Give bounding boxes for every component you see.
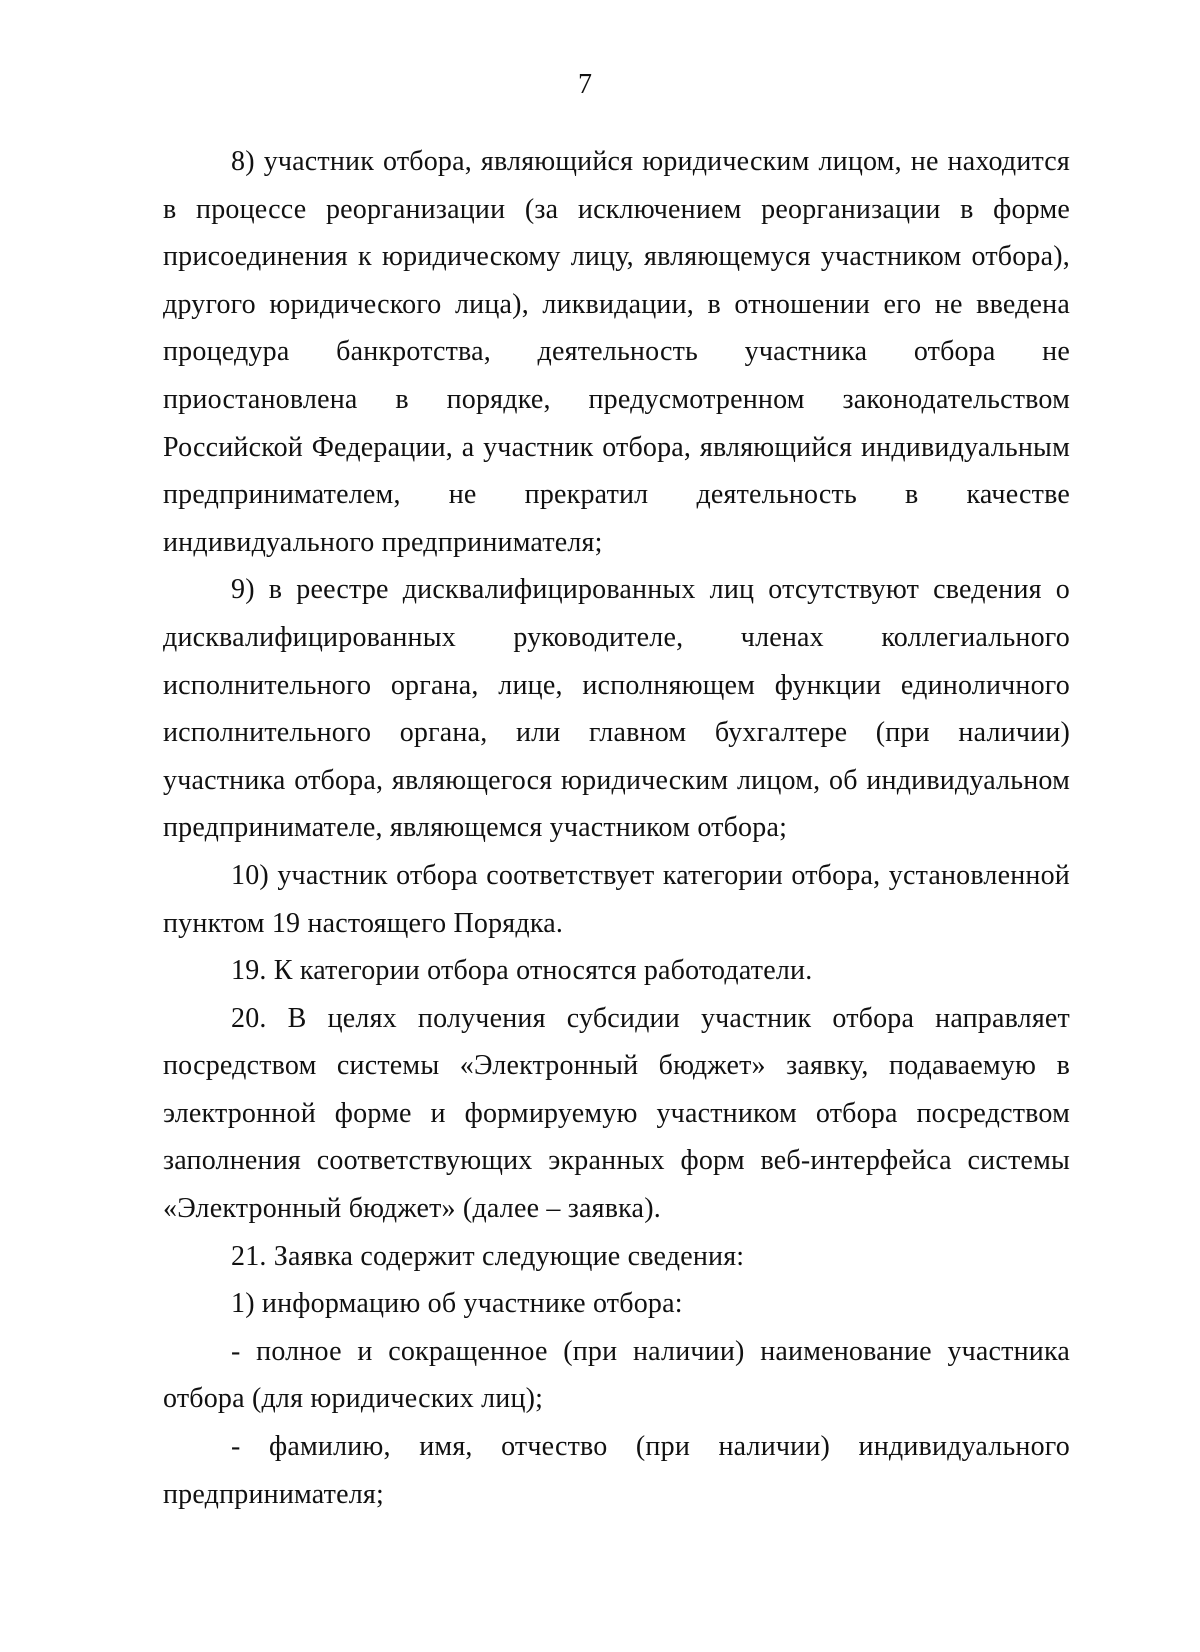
document-body — [163, 138, 1070, 1518]
paragraph-dash-entrepreneur-name: - фамилию, имя, отчество (при наличии) индивидуального предпринимателя; — [163, 1431, 1070, 1510]
paragraph-item-10: 10) участник отбора соответствует категории отбора, установленной пунктом 19 настоящего Порядка. — [163, 859, 1070, 939]
paragraph-clause-21: 21. Заявка содержит следующие сведения: — [231, 1240, 745, 1272]
paragraph-item-9: 9) в реестре дисквалифицированных лиц отсутствуют сведения о дисквалифицированных руководителе, членах коллегиального исполнительного органа, лице, исполняющем функции единоличного исполнительного органа, или главном бухгалтере (при наличии) участника отбора, являющегося юридическим лицом, об индивидуальном предпринимателе, являющемся участником отбора; — [163, 574, 1070, 844]
paragraph-dash-full-name: - полное и сокращенное (при наличии) наименование участника отбора (для юридических лиц); — [163, 1335, 1070, 1415]
paragraph-clause-20: 20. В целях получения субсидии участник отбора направляет посредством системы «Электронный бюджет» заявку, подаваемую в электронной форме и формируемую участником отбора посредством заполнения соответствующих экранных форм веб-интерфейса системы «Электронный бюджет» (далее – заявка). — [163, 1002, 1070, 1225]
paragraph-clause-19: 19. К категории отбора относятся работодатели. — [231, 955, 813, 987]
page-number: 7 — [578, 69, 592, 100]
paragraph-subitem-1: 1) информацию об участнике отбора: — [231, 1288, 683, 1320]
paragraph-item-8: 8) участник отбора, являющийся юридическим лицом, не находится в процессе реорганизации (за исключением реорганизации в форме присоединения к юридическому лицу, являющемуся участником отбора), другого юридического лица), ликвидации, в отношении его не введена процедура банкротства, деятельность участника отбора не приостановлена в порядке, предусмотренном законодательством Российской Федерации, а участник отбора, являющийся индивидуальным предпринимателем, не прекратил деятельность в качестве индивидуального предпринимателя; — [163, 146, 1070, 558]
